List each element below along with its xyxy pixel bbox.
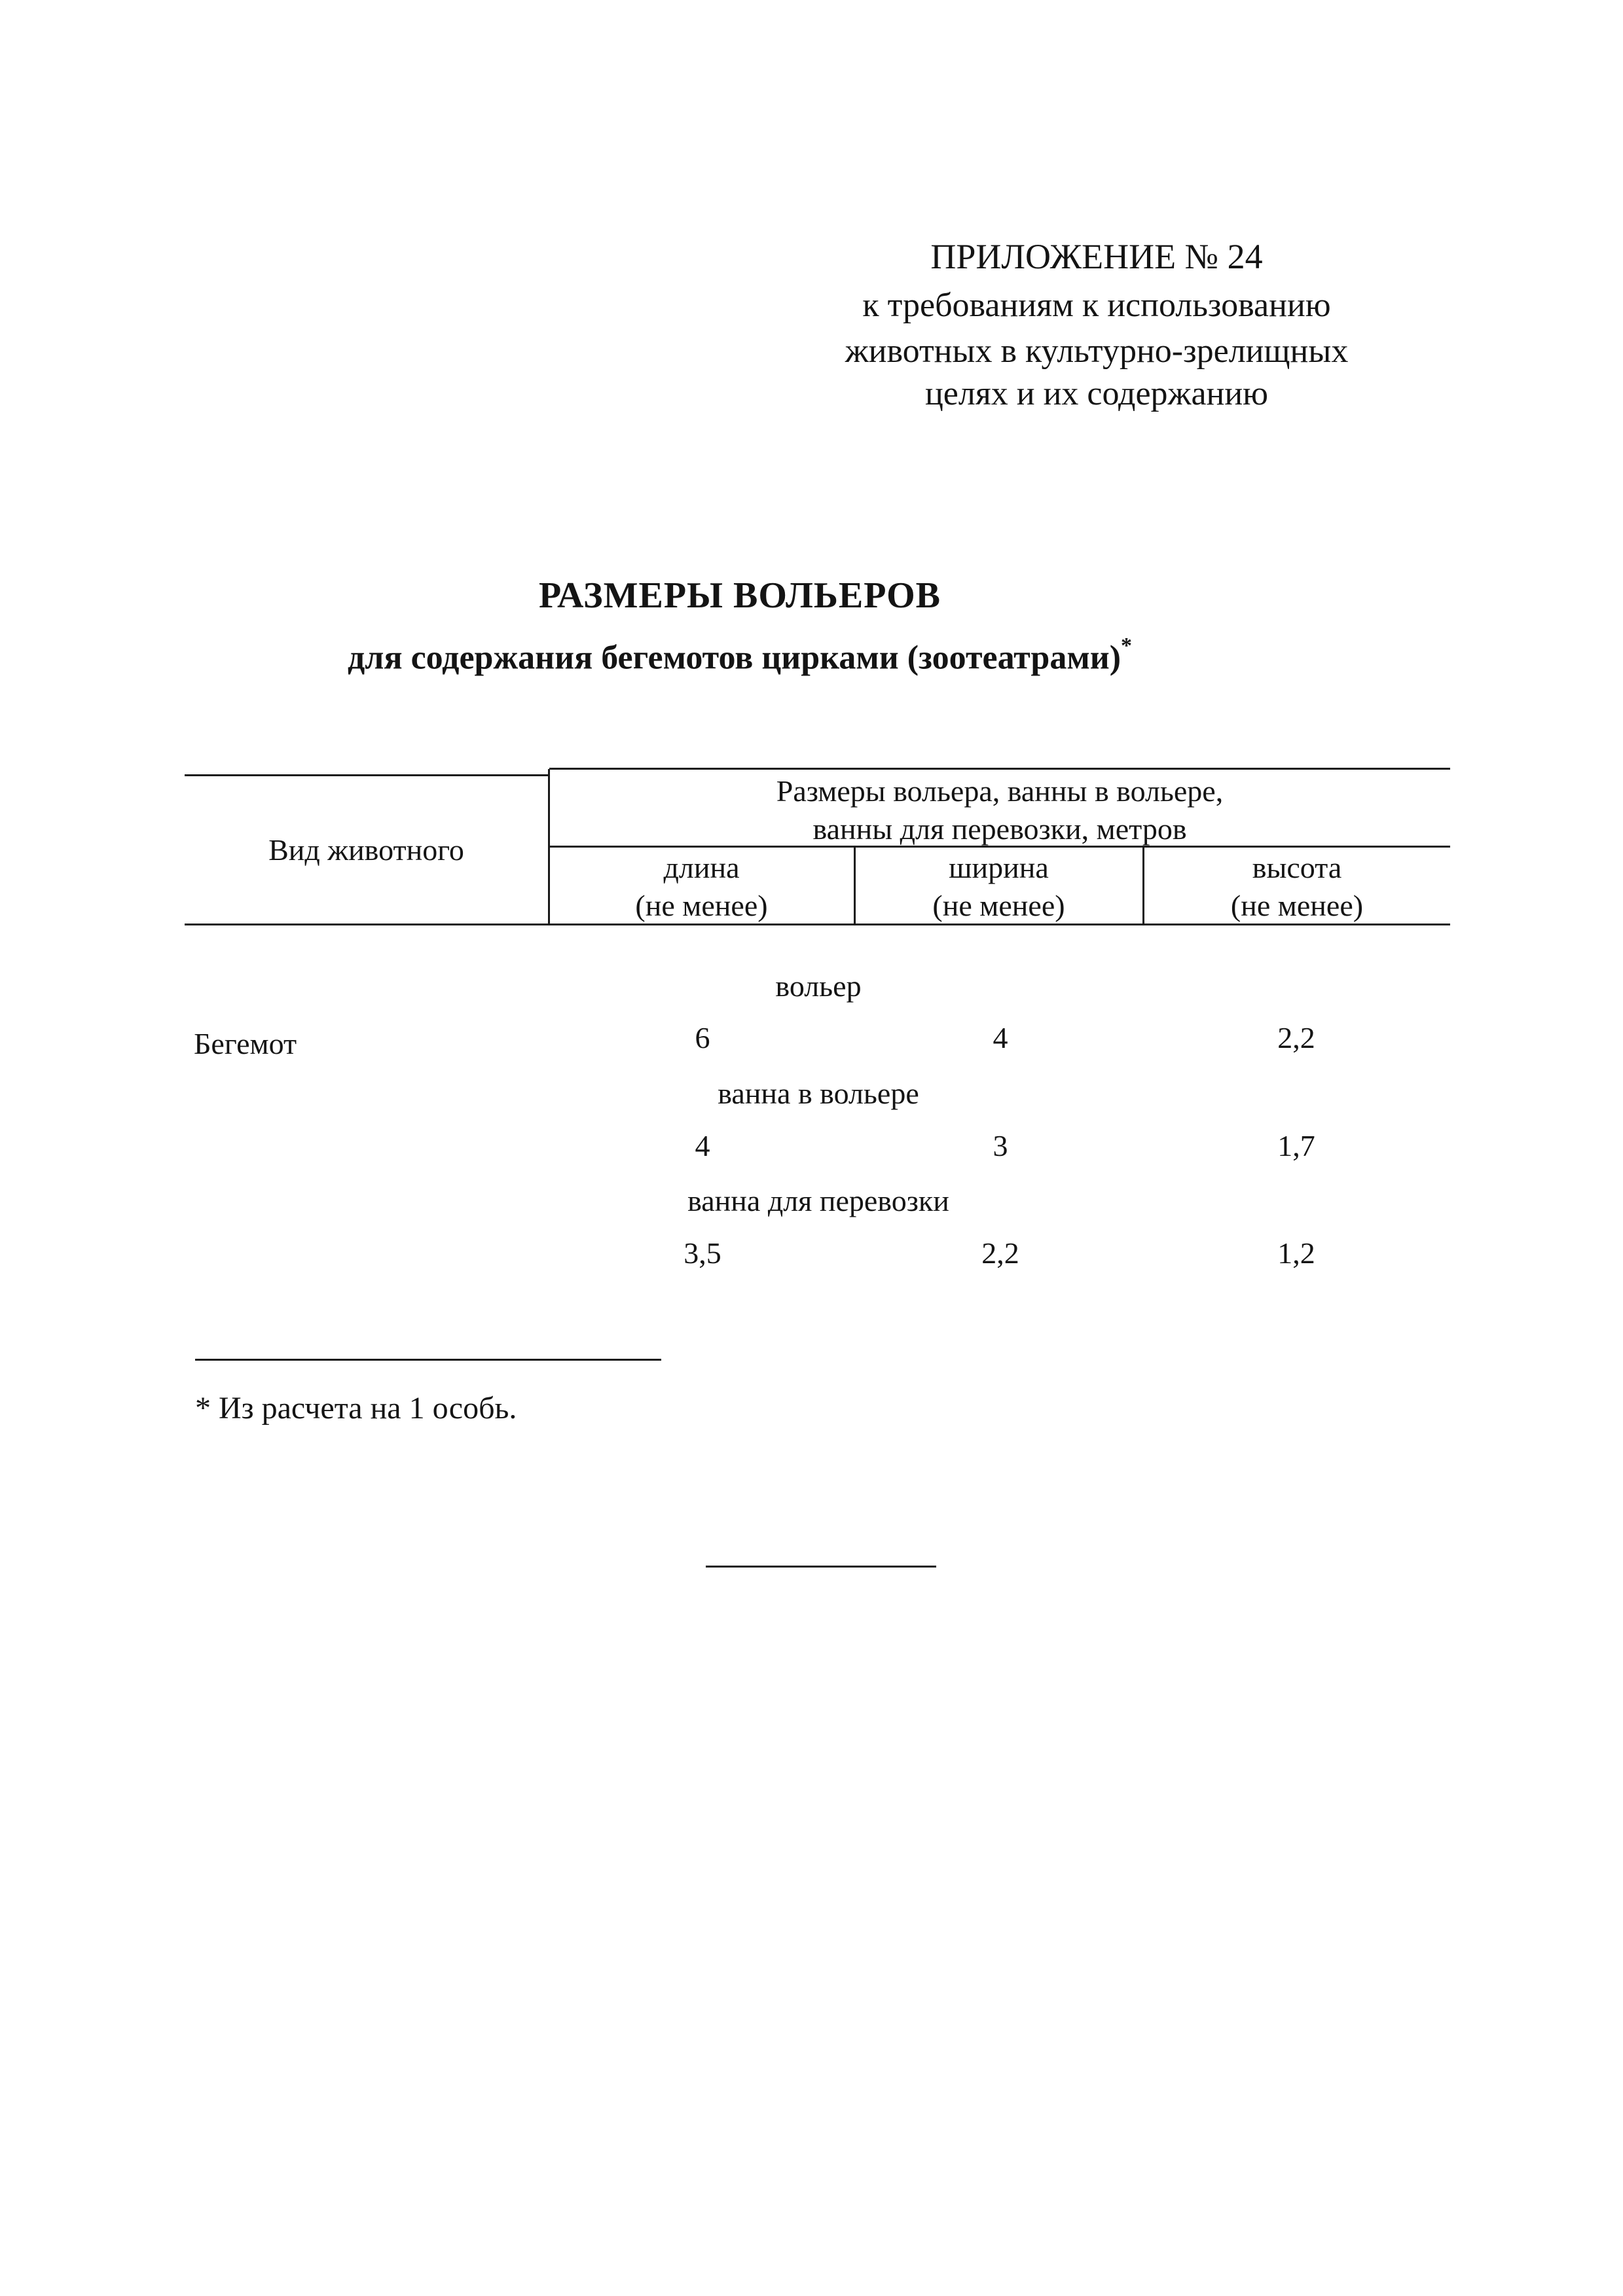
pool-length: 4	[695, 1129, 710, 1162]
transport-tub-height: 1,2	[1277, 1236, 1315, 1270]
header-length-note: (не менее)	[635, 889, 768, 922]
header-width: ширина	[949, 851, 1049, 884]
header-width-note: (не менее)	[932, 889, 1065, 922]
header-sizes-line-2: ванны для перевозки, метров	[812, 812, 1187, 846]
pool-width: 3	[993, 1129, 1008, 1162]
document-subtitle-text: для содержания бегемотов цирками (зоотеатрами)	[347, 639, 1122, 677]
enclosure-width: 4	[993, 1021, 1008, 1054]
document-subtitle	[0, 634, 1480, 677]
header-sizes-line-1: Размеры вольера, ванны в вольере,	[776, 774, 1224, 808]
header-height-note: (не менее)	[1230, 889, 1364, 922]
transport-tub-length: 3,5	[684, 1236, 721, 1270]
document-title: РАЗМЕРЫ ВОЛЬЕРОВ	[538, 575, 941, 616]
footnote-text: Из расчета на 1 особь.	[219, 1391, 517, 1426]
transport-tub-width: 2,2	[981, 1236, 1019, 1270]
enclosure-length: 6	[695, 1021, 710, 1054]
animal-name: Бегемот	[194, 1027, 297, 1060]
appendix-subtitle-line-2: животных в культурно-зрелищных	[845, 332, 1349, 370]
section-label-pool: ванна в вольере	[718, 1077, 919, 1110]
appendix-subtitle-line-3: целях и их содержанию	[924, 375, 1269, 412]
pool-height: 1,7	[1277, 1129, 1315, 1162]
header-animal-type: Вид животного	[268, 833, 464, 867]
end-rule	[706, 1566, 936, 1568]
enclosure-height: 2,2	[1277, 1021, 1315, 1054]
appendix-subtitle-line-1: к требованиям к использованию	[862, 287, 1331, 324]
subtitle-footnote-mark: *	[1121, 634, 1133, 658]
appendix-number: ПРИЛОЖЕНИЕ № 24	[930, 237, 1263, 276]
footnote-separator	[195, 1359, 661, 1361]
table-top-rule-left	[185, 774, 549, 776]
section-label-transport-tub: ванна для перевозки	[687, 1184, 949, 1217]
footnote	[195, 1389, 517, 1428]
footnote-mark: *	[195, 1391, 211, 1426]
table-top-rule-right	[549, 768, 1450, 770]
section-label-enclosure: вольер	[775, 969, 862, 1003]
header-length: длина	[663, 851, 740, 884]
header-height: высота	[1252, 851, 1342, 884]
